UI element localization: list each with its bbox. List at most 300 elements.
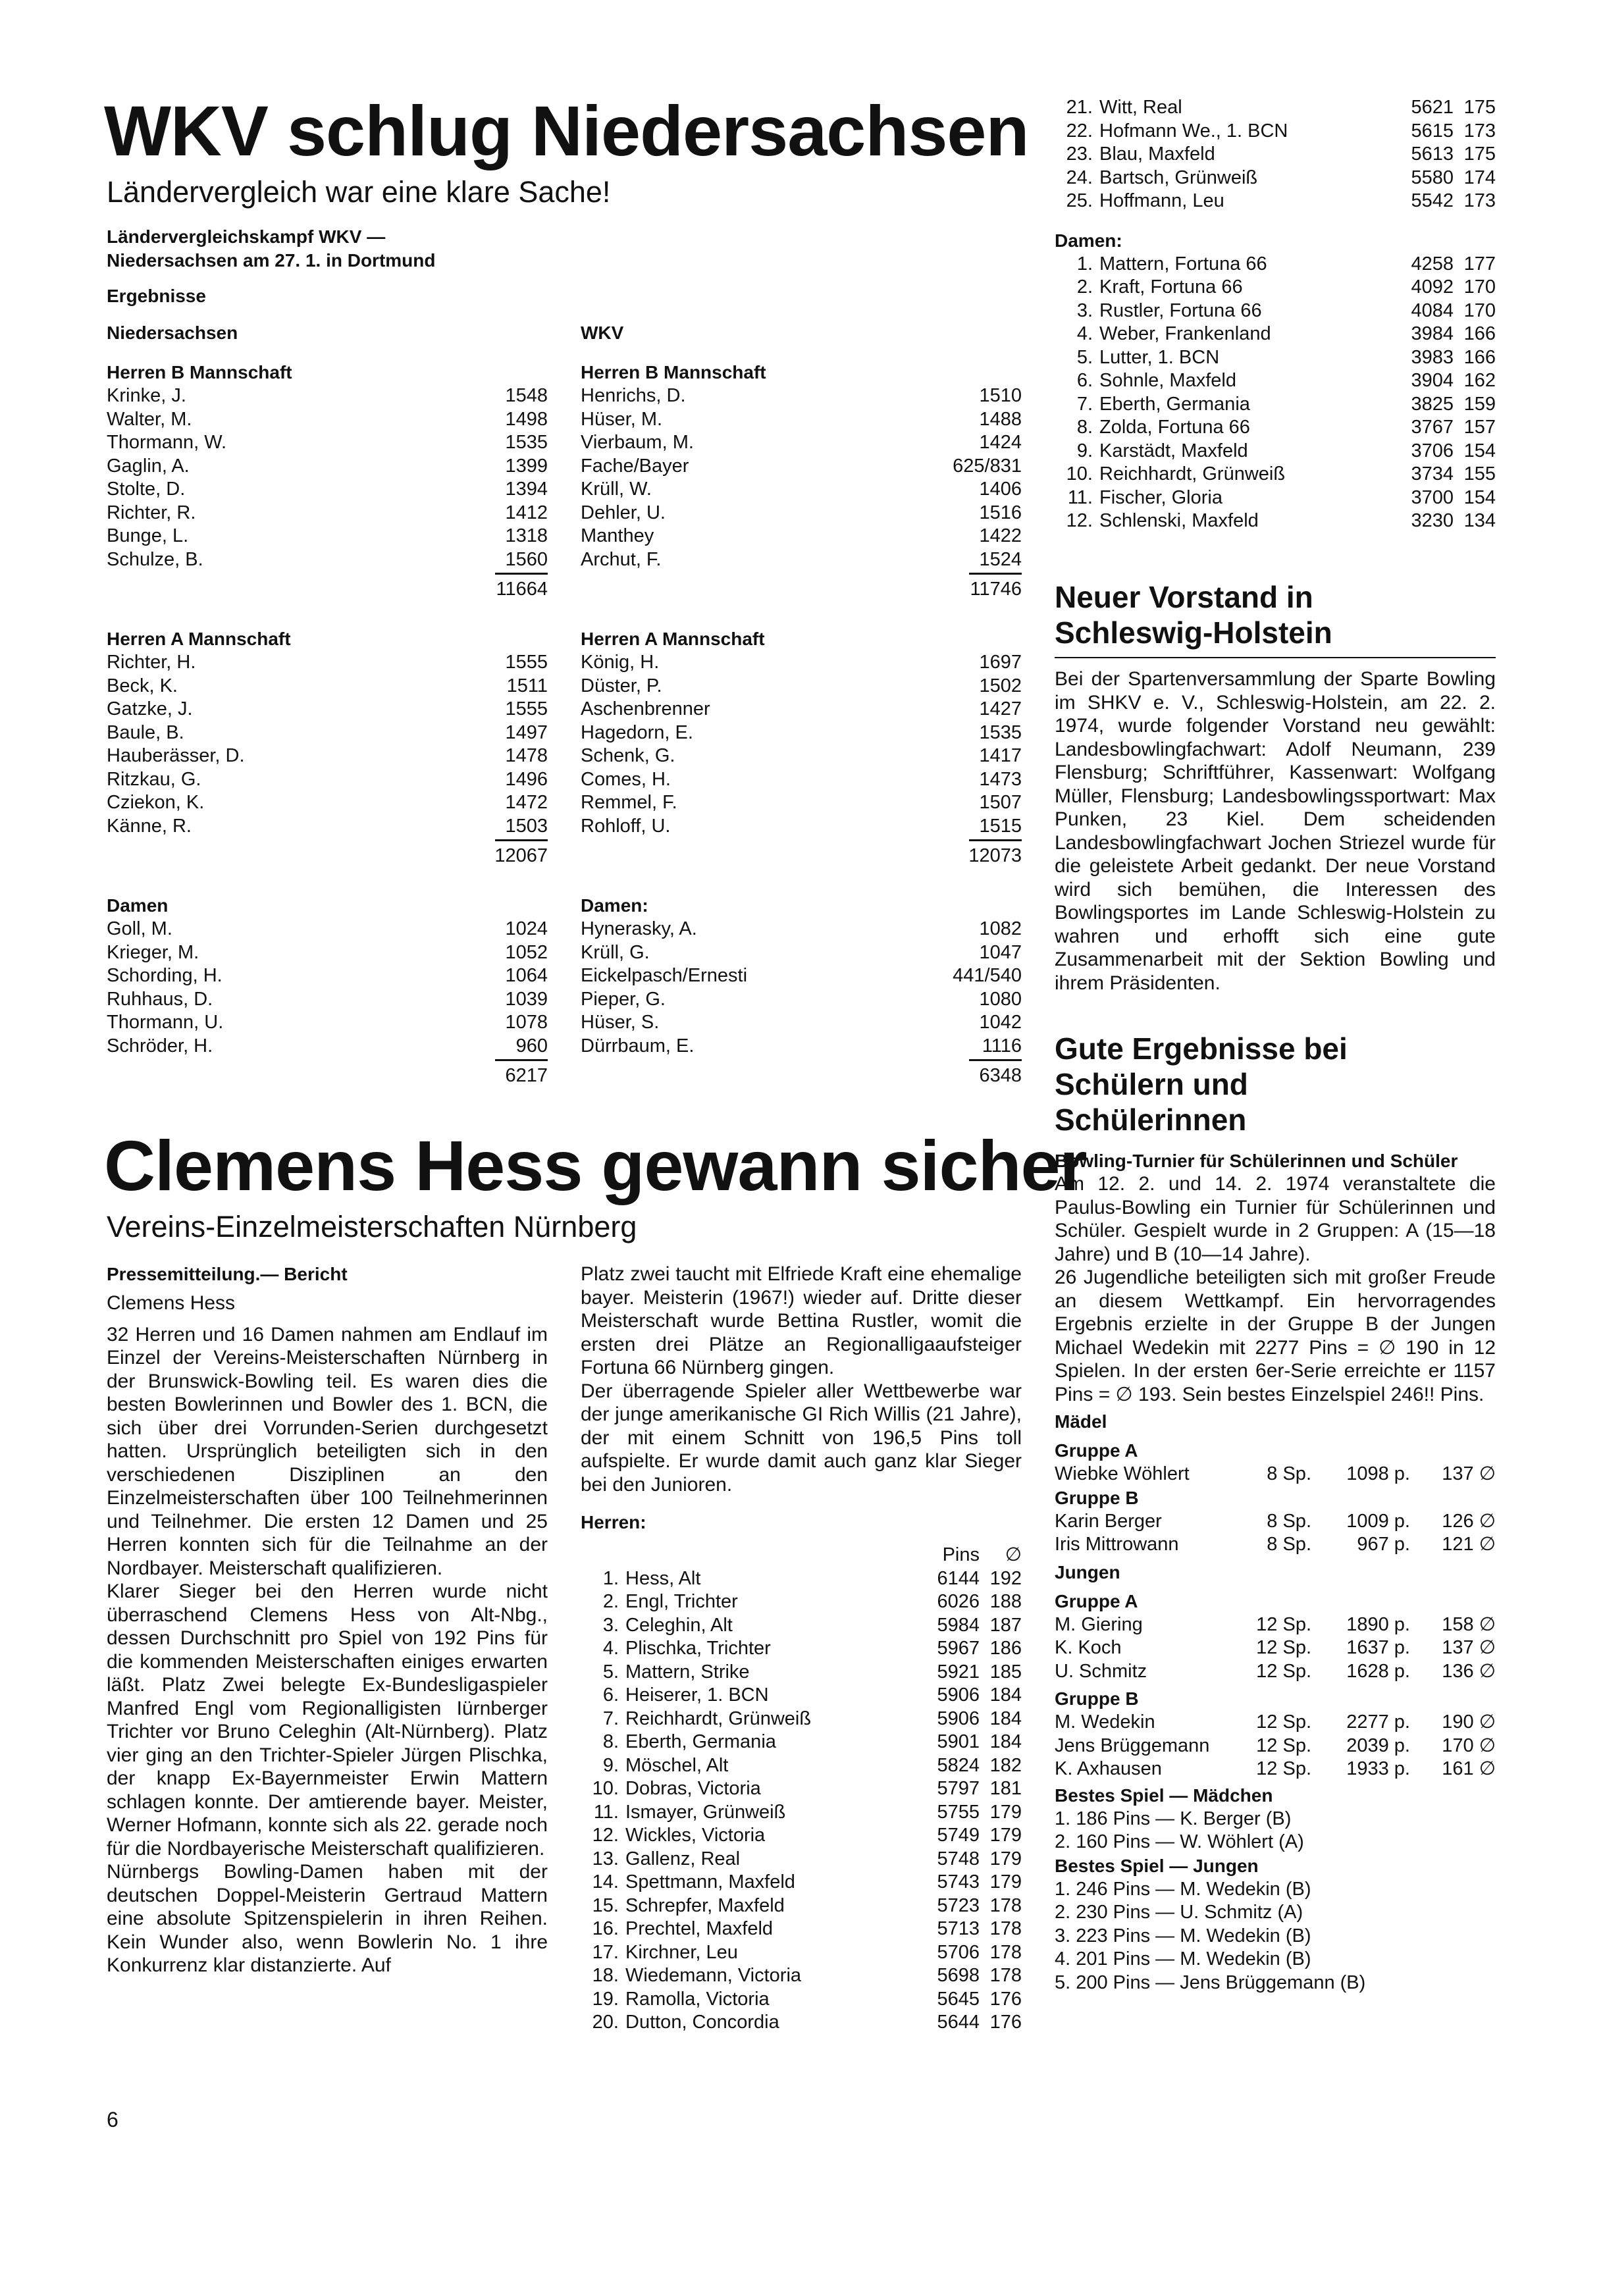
pins-column-header: Pins [942,1544,980,1565]
player-name: Ismayer, Grünweiß [625,1801,786,1823]
damen-ranking-label: Damen: [1055,230,1122,251]
average-value: 174 [1463,167,1496,188]
article4-body: Am 12. 2. und 14. 2. 1974 veranstaltete die Paulus-Bowling ein Turnier für Schülerinnen und Schüler. Gespielt wurde in 2 Gruppen: A (15—18 Jahre) und B (10—14 Jahre). 26 Jugendliche beteiligten sich mit großer Freude an diesem Wettkampf. Ein hervorragendes Ergebnis erzielte in der Gruppe B der Jungen Michael Wedekin mit 2277 Pins = ∅ 190 in 12 Spielen. In der ersten 6er-Serie erreichte er 1157 Pins = ∅ 193. Sein bestes Einzelspiel 246!! Pins. [1055,1173,1496,1405]
wkv-herren-b-label: Herren B Mannschaft [581,362,766,382]
rank-number: 6. [1076,370,1093,391]
average-value: 184 [989,1731,1022,1752]
table-row [581,1011,1022,1035]
maedel-heading: Mädel [1055,1411,1107,1432]
table-row [581,744,1022,768]
table-row [581,1824,1022,1848]
player-name: König, H. [581,652,660,673]
games-count: 12 Sp. [1256,1660,1311,1682]
average-value: 182 [989,1754,1022,1776]
table-row [1055,190,1496,213]
player-score: 1555 [505,698,548,719]
player-name: Weber, Frankenland [1099,323,1271,344]
player-score: 1427 [979,698,1022,719]
player-name: Fischer, Gloria [1099,486,1222,508]
table-row [581,1614,1022,1638]
average-value: 188 [989,1591,1022,1612]
table-row [581,384,1022,408]
table-row [581,2011,1022,2035]
team-niedersachsen: Niedersachsen [107,323,238,343]
table-row [107,744,548,768]
pins-value: 5645 [937,1988,980,2010]
pins-value: 4092 [1411,276,1454,298]
player-score: 1078 [505,1012,548,1033]
player-score: 1422 [979,525,1022,546]
player-name: Hüser, S. [581,1012,660,1033]
average-value: 161 ∅ [1442,1758,1496,1779]
pins-total: 1098 p. [1346,1463,1410,1484]
rank-number: 5. [602,1661,619,1683]
player-name: Rohloff, U. [581,815,671,837]
table-row [1055,509,1496,533]
player-name: Dehler, U. [581,502,666,523]
player-name: Witt, Real [1099,97,1182,118]
rank-number: 2. [1076,276,1093,298]
rank-number: 12. [592,1825,619,1846]
list-item: 2. 230 Pins — U. Schmitz (A) [1055,1902,1303,1923]
rank-number: 6. [602,1684,619,1706]
player-score: 1399 [505,455,548,477]
table-row [1055,1510,1496,1534]
player-name: Spettmann, Maxfeld [625,1871,795,1892]
player-score: 1498 [505,408,548,430]
list-item: 1. 246 Pins — M. Wedekin (B) [1055,1878,1311,1900]
herren-ranking-continued [1055,96,1496,533]
player-name: Manthey [581,525,654,546]
player-name: Möschel, Alt [625,1754,729,1776]
average-value: 154 [1463,440,1496,461]
article4-title: Gute Ergebnisse bei Schülern und Schülerinnen [1055,1031,1348,1137]
table-row [581,1871,1022,1894]
player-score: 1424 [979,432,1022,453]
average-value: 178 [989,1965,1022,1986]
table-row [581,791,1022,815]
games-count: 12 Sp. [1256,1711,1311,1733]
player-name: Reichhardt, Grünweiß [1099,463,1286,484]
article2-title: Clemens Hess gewann sicher [104,1126,1087,1205]
table-row [581,1848,1022,1871]
player-score: 1516 [979,502,1022,523]
article1-subtitle: Ländervergleich war eine klare Sache! [107,175,611,209]
average-value: 179 [989,1848,1022,1869]
rank-number: 9. [1076,440,1093,461]
rank-number: 7. [602,1708,619,1729]
average-value: 179 [989,1801,1022,1823]
rank-number: 11. [1067,486,1093,508]
player-name: Känne, R. [107,815,192,837]
player-score: 1472 [505,792,548,813]
player-score: 1515 [979,815,1022,837]
player-name: Baule, B. [107,721,184,743]
player-score: 1511 [506,675,548,696]
table-row [581,815,1022,839]
table-row [581,431,1022,455]
player-name: Schording, H. [107,965,223,986]
rank-number: 7. [1076,393,1093,415]
player-name: Lutter, 1. BCN [1099,346,1220,368]
rank-number: 1. [1076,253,1093,274]
average-value: 158 ∅ [1442,1613,1496,1635]
rank-number: 23. [1066,144,1093,165]
rank-number: 22. [1066,120,1093,142]
player-name: Goll, M. [107,918,172,939]
pins-value: 6144 [937,1567,980,1589]
rank-number: 2. [602,1591,619,1612]
herren-ranking-table [581,1567,1022,2035]
pins-value: 5542 [1411,190,1454,211]
player-score: 1502 [979,675,1022,696]
player-name: Ritzkau, G. [107,768,201,790]
player-name: Kirchner, Leu [625,1941,738,1963]
player-name: Reichhardt, Grünweiß [625,1708,812,1729]
table-row [107,525,548,548]
results-heading: Ergebnisse [107,286,206,306]
rank-number: 15. [592,1894,619,1916]
player-name: Eberth, Germania [625,1731,776,1752]
average-value: 159 [1463,393,1496,415]
average-value: 177 [1463,253,1496,274]
average-value: 155 [1463,463,1496,484]
pins-value: 5698 [937,1965,980,1986]
player-score: 1042 [979,1012,1022,1033]
table-row [1055,1613,1496,1637]
best-game-boys-label: Bestes Spiel — Jungen [1055,1855,1259,1876]
player-score: 1082 [979,918,1022,939]
article1-intro: Ländervergleichskampf WKV — Niedersachsen am 27. 1. in Dortmund [107,226,436,271]
table-row [581,408,1022,432]
wkv-herren-a-table [581,651,1022,870]
article4 [1055,1031,1496,1995]
player-score: 1535 [979,721,1022,743]
table-row [581,1567,1022,1591]
player-name: Gatzke, J. [107,698,193,719]
rank-number: 19. [592,1988,619,2010]
herren-ranking-table-continued [1055,96,1496,213]
table-row [1055,143,1496,167]
pins-value: 3984 [1411,323,1454,344]
table-row [581,941,1022,965]
average-value: 137 ∅ [1442,1463,1496,1484]
table-row [581,1684,1022,1708]
table-row [581,988,1022,1012]
player-score: 1473 [979,768,1022,790]
player-name: Mattern, Strike [625,1661,750,1683]
player-name: Prechtel, Maxfeld [625,1918,774,1939]
average-value: 179 [989,1871,1022,1892]
player-score: 1496 [505,768,548,790]
table-row [107,768,548,792]
list-item: 3. 223 Pins — M. Wedekin (B) [1055,1925,1311,1946]
player-name: Gaglin, A. [107,455,190,477]
player-score: 960 [515,1035,548,1057]
herren-ranking-header [581,1544,1022,1567]
article3-title: Neuer Vorstand in Schleswig-Holstein [1055,580,1332,650]
niedersachsen-herren-b-label: Herren B Mannschaft [107,362,292,382]
rank-number: 12. [1066,510,1093,531]
average-value: 136 ∅ [1442,1660,1496,1682]
rank-number: 3. [1076,300,1093,321]
rank-number: 21. [1066,97,1093,118]
player-name: Hagedorn, E. [581,721,693,743]
average-value: 179 [989,1825,1022,1846]
games-count: 12 Sp. [1256,1613,1311,1635]
pins-value: 5580 [1411,167,1454,188]
wkv-damen-table [581,918,1022,1090]
pins-value: 5797 [937,1778,980,1799]
player-score: 1535 [505,432,548,453]
rank-number: 24. [1066,167,1093,188]
pins-value: 5906 [937,1708,980,1729]
pins-value: 5984 [937,1614,980,1636]
rank-number: 10. [592,1778,619,1799]
player-name: Bunge, L. [107,525,189,546]
table-row [581,1777,1022,1801]
average-value: 157 [1463,417,1496,438]
player-name: Cziekon, K. [107,792,205,813]
player-score: 441/540 [953,965,1022,986]
pins-value: 3734 [1411,463,1454,484]
pins-value: 5621 [1411,97,1454,118]
table-row [581,455,1022,479]
pins-total: 2039 p. [1346,1735,1410,1756]
player-name: Sohnle, Maxfeld [1099,370,1236,391]
player-name: Archut, F. [581,548,662,570]
average-value: 154 [1463,486,1496,508]
table-row [1055,393,1496,417]
wkv-herren-a-label: Herren A Mannschaft [581,629,765,649]
player-name: Schröder, H. [107,1035,213,1057]
best-game-girls-label: Bestes Spiel — Mädchen [1055,1785,1273,1806]
rank-number: 3. [602,1614,619,1636]
player-name: Kraft, Fortuna 66 [1099,276,1243,298]
pins-value: 5723 [937,1894,980,1916]
pins-total: 1890 p. [1346,1613,1410,1635]
player-name: Wickles, Victoria [625,1825,766,1846]
player-name: Iris Mittrowann [1055,1534,1179,1555]
average-value: 175 [1463,97,1496,118]
table-row [107,988,548,1012]
rank-number: 14. [592,1871,619,1892]
table-row [581,768,1022,792]
player-score: 625/831 [953,455,1022,477]
player-name: Dobras, Victoria [625,1778,761,1799]
average-value: 184 [989,1684,1022,1706]
jungen-gruppe-b-table [1055,1711,1496,1781]
table-row [581,1964,1022,1988]
pins-value: 6026 [937,1591,980,1612]
table-row [581,675,1022,698]
article2-column-1 [107,1263,548,1977]
player-name: Ruhhaus, D. [107,988,213,1010]
jungen-gruppe-b-label: Gruppe B [1055,1688,1139,1709]
table-row [1055,167,1496,190]
games-count: 8 Sp. [1267,1534,1311,1555]
player-score: 1080 [979,988,1022,1010]
maedel-gruppe-a-label: Gruppe A [1055,1440,1138,1461]
article2-column-2 [581,1263,1022,2035]
table-row [1055,1533,1496,1557]
rank-number: 4. [602,1638,619,1659]
article2-body-2: Platz zwei taucht mit Elfriede Kraft eine ehemalige bayer. Meisterin (1967!) wieder auf. Dritte dieser Meisterschaft wurde Bettina Rustler, womit die ersten drei Plätze an Regionalligaaufsteiger Fortuna 66 Nürnberg gingen. Der überragende Spieler aller Wettbewerbe war der junge amerikanische GI Rich Willis (21 Jahre), der mit einem Schnitt von 196,5 Pins toll aufspielte. Er wurde damit auch ganz klar Sieger bei den Junioren. [581,1263,1022,1496]
player-score: 1047 [979,941,1022,963]
player-score: 1510 [979,385,1022,406]
pins-value: 5748 [937,1848,980,1869]
player-name: Henrichs, D. [581,385,686,406]
table-row [581,1708,1022,1731]
team-total: 11746 [970,579,1022,600]
player-name: Aschenbrenner [581,698,710,719]
player-name: Richter, R. [107,502,196,523]
niedersachsen-damen-label: Damen [107,895,169,916]
table-row [107,455,548,479]
rank-number: 5. [1076,346,1093,368]
pins-value: 5906 [937,1684,980,1706]
average-value: 166 [1463,323,1496,344]
average-value: 190 ∅ [1442,1711,1496,1733]
player-name: Dutton, Concordia [625,2012,779,2033]
niedersachsen-damen-table [107,918,548,1090]
list-item: 1. 186 Pins — K. Berger (B) [1055,1808,1292,1829]
table-row [107,941,548,965]
player-score: 1417 [979,745,1022,766]
table-row [581,698,1022,721]
pins-total: 2277 p. [1346,1711,1410,1733]
player-name: Schenk, G. [581,745,675,766]
player-score: 1024 [505,918,548,939]
wkv-damen-label: Damen: [581,895,648,916]
rank-number: 8. [1076,417,1093,438]
pins-value: 5615 [1411,120,1454,142]
table-row [581,548,1022,572]
pins-value: 3706 [1411,440,1454,461]
table-row [581,1988,1022,2012]
player-name: Stolte, D. [107,479,186,500]
table-row [581,1918,1022,1941]
player-name: Hüser, M. [581,408,663,430]
rank-number: 11. [593,1801,619,1823]
player-score: 1394 [505,479,548,500]
player-name: Wiedemann, Victoria [625,1965,802,1986]
player-name: Beck, K. [107,675,178,696]
article1-title: WKV schlug Niedersachsen [104,91,1029,170]
games-count: 8 Sp. [1267,1510,1311,1532]
player-score: 1039 [505,988,548,1010]
table-row [1055,1758,1496,1781]
average-value: 178 [989,1941,1022,1963]
table-row [581,1894,1022,1918]
average-value: 185 [989,1661,1022,1683]
player-name: Fache/Bayer [581,455,689,477]
player-name: Gallenz, Real [625,1848,741,1869]
table-row [1055,463,1496,486]
average-value: 178 [989,1894,1022,1916]
player-score: 1318 [505,525,548,546]
rank-number: 1. [602,1567,619,1589]
player-score: 1052 [505,941,548,963]
pins-value: 5713 [937,1918,980,1939]
table-row [107,478,548,502]
player-name: Vierbaum, M. [581,432,694,453]
average-value: 178 [989,1918,1022,1939]
niedersachsen-herren-b-table [107,384,548,604]
team-wkv: WKV [581,323,624,343]
jungen-gruppe-a-table [1055,1613,1496,1684]
table-row [107,651,548,675]
rank-number: 16. [592,1918,619,1939]
player-name: Thormann, W. [107,432,227,453]
player-name: Eberth, Germania [1099,393,1250,415]
pins-value: 5743 [937,1871,980,1892]
article2-byline: Pressemitteilung.— Bericht [107,1264,348,1284]
player-score: 1555 [505,652,548,673]
player-name: Krüll, W. [581,479,652,500]
pins-total: 1628 p. [1346,1660,1410,1682]
average-value: 173 [1463,190,1496,211]
article2-author: Clemens Hess [107,1292,236,1314]
table-row [581,1801,1022,1825]
player-name: Hauberässer, D. [107,745,245,766]
table-row [581,1754,1022,1778]
player-name: Thormann, U. [107,1012,224,1033]
page-number: 6 [107,2108,118,2131]
average-value: 134 [1463,510,1496,531]
average-value: 170 ∅ [1442,1735,1496,1756]
pins-value: 3767 [1411,417,1454,438]
average-value: 186 [989,1638,1022,1659]
team-total: 6217 [505,1065,548,1086]
rank-number: 17. [592,1941,619,1963]
table-row [1055,346,1496,370]
table-row [107,431,548,455]
player-name: Richter, H. [107,652,196,673]
niedersachsen-herren-a-label: Herren A Mannschaft [107,629,291,649]
player-name: M. Wedekin [1055,1711,1155,1733]
pins-value: 5749 [937,1825,980,1846]
player-name: Karstädt, Maxfeld [1099,440,1248,461]
best-game-girls-list [1055,1808,1496,1854]
pins-value: 4084 [1411,300,1454,321]
player-name: Engl, Trichter [625,1591,738,1612]
player-score: 1406 [979,479,1022,500]
pins-value: 3904 [1411,370,1454,391]
player-name: Hoffmann, Leu [1099,190,1224,211]
herren-ranking-label: Herren: [581,1512,646,1532]
average-value: 181 [989,1778,1022,1799]
table-row [1055,276,1496,300]
average-column-header: ∅ [1005,1544,1022,1565]
team-total: 12067 [494,845,548,866]
player-name: Celeghin, Alt [625,1614,733,1636]
pins-value: 5967 [937,1638,980,1659]
player-name: Plischka, Trichter [625,1638,771,1659]
list-item: 5. 200 Pins — Jens Brüggemann (B) [1055,1971,1366,1993]
table-row [107,918,548,941]
player-name: Blau, Maxfeld [1099,144,1215,165]
average-value: 175 [1463,144,1496,165]
player-name: Rustler, Fortuna 66 [1099,300,1262,321]
player-score: 1524 [979,548,1022,570]
player-name: Schrepfer, Maxfeld [625,1894,785,1916]
table-row [1055,440,1496,463]
table-row [107,408,548,432]
table-row [1055,486,1496,510]
pins-value: 5613 [1411,144,1454,165]
table-row [107,791,548,815]
